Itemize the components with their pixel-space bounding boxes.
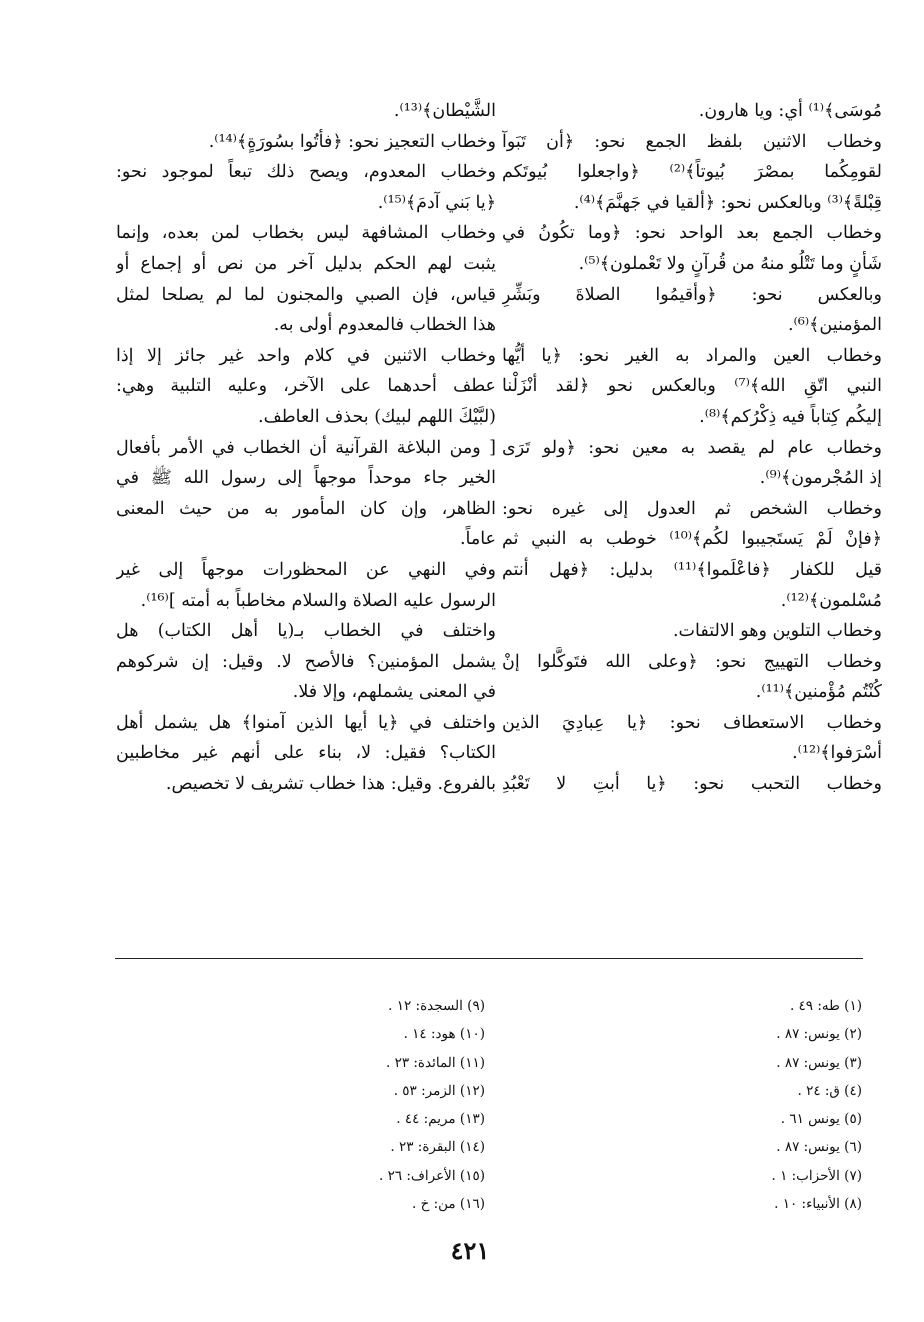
text-line: قياس، فإن الصبي والمجنون لما لم يصلحا لمثل [116,284,496,305]
text-line: الظاهر، وإن كان المأمور به من حيث المعنى [116,498,496,519]
text-line: وخطاب الاثنين في كلام واحد غير جائز إلا إذا [116,345,496,366]
text-line: وخطاب التعجيز نحو: ﴿فأتُوا بسُورَةٍ﴾⁽¹⁴⁾. [208,131,496,152]
text-line: (لبَّيْكَ اللهم لبيك) بحذف العاطف. [258,406,496,427]
text-line: وخطاب الجمع بعد الواحد نحو: ﴿وما تكُونُ في [502,223,882,244]
text-line: وخطاب التلوين وهو الالتفات. [672,621,882,642]
text-line: المؤمنين﴾⁽⁶⁾. [787,315,882,336]
text-line: لقومِكُما بمصْرَ بُيوتاً﴾⁽²⁾ ﴿واجعلوا بُيوتَكم [502,162,882,183]
text-line: ﴿فإنْ لَمْ يَستَجيبوا لكُم﴾⁽¹⁰⁾ خوطب به النبي ثم [502,529,882,550]
footnote-item: (٥) يونس ٦١ . [780,1111,862,1128]
footnote-item: (١٥) الأعراف: ٢٦ . [378,1167,485,1184]
footnote-item: (٩) السجدة: ١٢ . [388,998,485,1014]
text-line: الشَّيْطان﴾⁽¹³⁾. [393,101,496,121]
text-line: يثبت لهم الحكم بدليل آخر من نص أو إجماع أو [116,253,496,274]
text-line: وخطاب العين والمراد به الغير نحو: ﴿يا أيُّها [502,345,882,366]
text-line: في المعنى يشملهم، وإلا فلا. [292,682,496,703]
footnotes-right-column [612,992,862,1218]
text-line: وخطاب التهييج نحو: ﴿وعلى الله فتَوكَّلوا إنْ [502,651,882,672]
text-line: يشمل المؤمنين؟ فالأصح لا. وقيل: إن شركوهم [116,651,496,672]
text-line: شَأنٍ وما تَتْلُو منهُ من قُرآنٍ ولا تَعْملون﴾⁽⁵⁾. [578,253,882,274]
text-line: الرسول عليه الصلاة والسلام مخاطباً به أمته ]⁽¹⁶⁾. [140,590,496,611]
text-line: الكتاب؟ فقيل: لا، بناء على أنهم غير مخاطبين [116,743,496,764]
footnote-item: (١) طه: ٤٩ . [789,998,862,1014]
text-line: وخطاب المشافهة ليس بخطاب لمن بعده، وإنما [116,223,496,244]
text-line: قِبْلةً﴾⁽³⁾ وبالعكس نحو: ﴿ألقيا في جَهنَّمَ﴾⁽⁴⁾. [573,192,882,213]
footnote-item: (٤) ق: ٢٤ . [797,1082,862,1099]
text-line: واختلف في ﴿يا أيها الذين آمنوا﴾ هل يشمل أهل [116,712,496,733]
text-line: مُسْلمون﴾⁽¹²⁾. [780,590,882,611]
footnote-item: (١٤) البقرة: ٢٣ . [390,1139,485,1156]
text-line: مُوسَى﴾⁽¹⁾ أي: ويا هارون. [698,101,882,121]
text-line: هذا الخطاب فالمعدوم أولى به. [273,315,496,336]
text-line: وخطاب الشخص ثم العدول إلى غيره نحو: [502,498,882,519]
text-line: النبي اتّقِ الله﴾⁽⁷⁾ وبالعكس نحو ﴿لقد أنْزَلْنا [502,376,882,397]
footnote-item: (٣) يونس: ٨٧ . [776,1054,862,1071]
text-line: وخطاب المعدوم، ويصح ذلك تبعاً لموجود نحو: [116,162,496,183]
footnote-item: (١٢) الزمر: ٥٣ . [393,1082,485,1099]
text-line: أسْرَفوا﴾⁽¹²⁾. [792,743,882,764]
text-line: وخطاب عام لم يقصد به معين نحو: ﴿ولو تَرَى [502,437,882,458]
text-line: إذ المُجْرمون﴾⁽⁹⁾. [759,468,882,489]
footnote-separator [115,958,863,959]
page-number: ٤٢١ [450,1236,490,1265]
footnote-item: (٧) الأحزاب: ١ . [771,1167,862,1184]
right-text-column [502,96,882,800]
text-line: وفي النهي عن المحظورات موجهاً إلى غير [116,559,496,580]
footnote-item: (١٦) من: خ . [412,1196,485,1213]
text-line: كُنْتُم مُؤْمنين﴾⁽¹¹⁾. [755,682,882,703]
text-line: بالفروع. وقيل: هذا خطاب تشريف لا تخصيص. [165,774,496,795]
text-line: قيل للكفار ﴿فاعْلَموا﴾⁽¹¹⁾ بدليل: ﴿فهل أنتم [502,559,882,580]
text-line: الخير جاء موحداً موجهاً إلى رسول الله ﷺ في [116,468,496,489]
footnote-item: (٢) يونس: ٨٧ . [776,1026,862,1043]
text-line: ﴿يا بَني آدمَ﴾⁽¹⁵⁾. [377,192,496,213]
footnote-item: (١٣) مريم: ٤٤ . [396,1111,485,1128]
footnote-item: (١١) المائدة: ٢٣ . [385,1054,485,1071]
footnote-item: (٨) الأنبياء: ١٠ . [774,1196,862,1213]
text-line: إليكُم كِتاباً فيه ذِكْرُكم﴾⁽⁸⁾. [699,406,882,427]
text-line: واختلف في الخطاب بـ(يا أهل الكتاب) هل [116,621,496,642]
text-line: عطف أحدهما على الآخر، وعليه التلبية وهي: [116,376,496,397]
text-line: عاماً. [459,529,496,550]
text-line: وخطاب الاثنين بلفظ الجمع نحو: ﴿أن تَبَوآ [502,131,882,152]
text-line: [ ومن البلاغة القرآنية أن الخطاب في الأمر بأفعال [116,437,496,458]
footnote-item: (٦) يونس: ٨٧ . [776,1139,862,1156]
text-line: وخطاب التحبب نحو: ﴿يا أبتِ لا تَعْبُدِ [502,774,882,795]
text-line: وبالعكس نحو: ﴿وأقيمُوا الصلاةَ وبَشِّرِ [502,284,882,305]
text-line: وخطاب الاستعطاف نحو: ﴿يا عِبادِيَ الذين [502,712,882,733]
footnotes-left-column [265,992,485,1218]
left-text-column [116,96,496,800]
footnote-item: (١٠) هود: ١٤ . [403,1026,485,1043]
